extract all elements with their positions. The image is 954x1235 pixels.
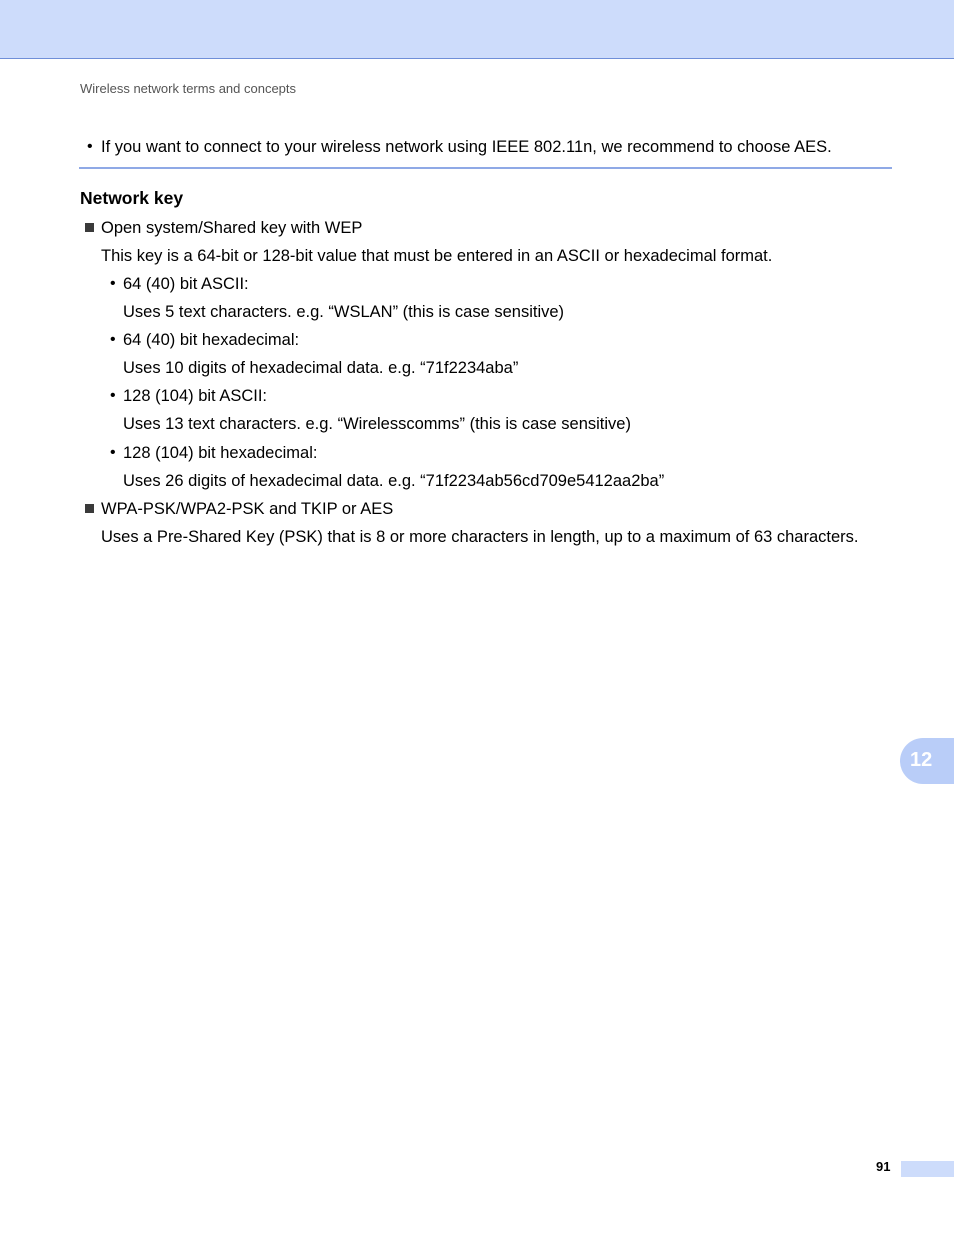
section-heading: Network key bbox=[80, 188, 184, 208]
list-item-description: Uses a Pre-Shared Key (PSK) that is 8 or more characters in length, up to a maximum of 63 characters. bbox=[101, 528, 859, 546]
square-bullet-icon bbox=[85, 504, 94, 513]
bullet-icon: • bbox=[110, 331, 116, 348]
square-bullet-icon bbox=[85, 223, 94, 232]
page-number-bar bbox=[901, 1161, 954, 1177]
intro-bullet-text: If you want to connect to your wireless network using IEEE 802.11n, we recommend to choose AES. bbox=[101, 138, 832, 156]
header-band bbox=[0, 0, 954, 59]
chapter-number: 12 bbox=[910, 749, 933, 771]
page-number: 91 bbox=[876, 1159, 891, 1174]
list-item-description: This key is a 64-bit or 128-bit value that must be entered in an ASCII or hexadecimal format. bbox=[101, 247, 773, 265]
bullet-icon: • bbox=[110, 275, 116, 292]
bullet-icon: • bbox=[110, 444, 116, 461]
list-item-label: WPA-PSK/WPA2-PSK and TKIP or AES bbox=[101, 500, 394, 518]
running-head: Wireless network terms and concepts bbox=[80, 81, 297, 96]
section-divider bbox=[79, 167, 892, 169]
subitem-detail: Uses 13 text characters. e.g. “Wirelesscomms” (this is case sensitive) bbox=[123, 415, 631, 433]
subitem-detail: Uses 10 digits of hexadecimal data. e.g. “71f2234aba” bbox=[123, 359, 519, 377]
subitem-label: 64 (40) bit hexadecimal: bbox=[123, 331, 300, 349]
bullet-icon: • bbox=[110, 387, 116, 404]
subitem-label: 128 (104) bit hexadecimal: bbox=[123, 444, 318, 462]
subitem-label: 128 (104) bit ASCII: bbox=[123, 387, 267, 405]
list-item-label: Open system/Shared key with WEP bbox=[101, 219, 363, 237]
subitem-label: 64 (40) bit ASCII: bbox=[123, 275, 249, 293]
subitem-detail: Uses 26 digits of hexadecimal data. e.g. “71f2234ab56cd709e5412aa2ba” bbox=[123, 472, 665, 490]
subitem-detail: Uses 5 text characters. e.g. “WSLAN” (this is case sensitive) bbox=[123, 303, 565, 321]
bullet-icon: • bbox=[87, 138, 93, 155]
